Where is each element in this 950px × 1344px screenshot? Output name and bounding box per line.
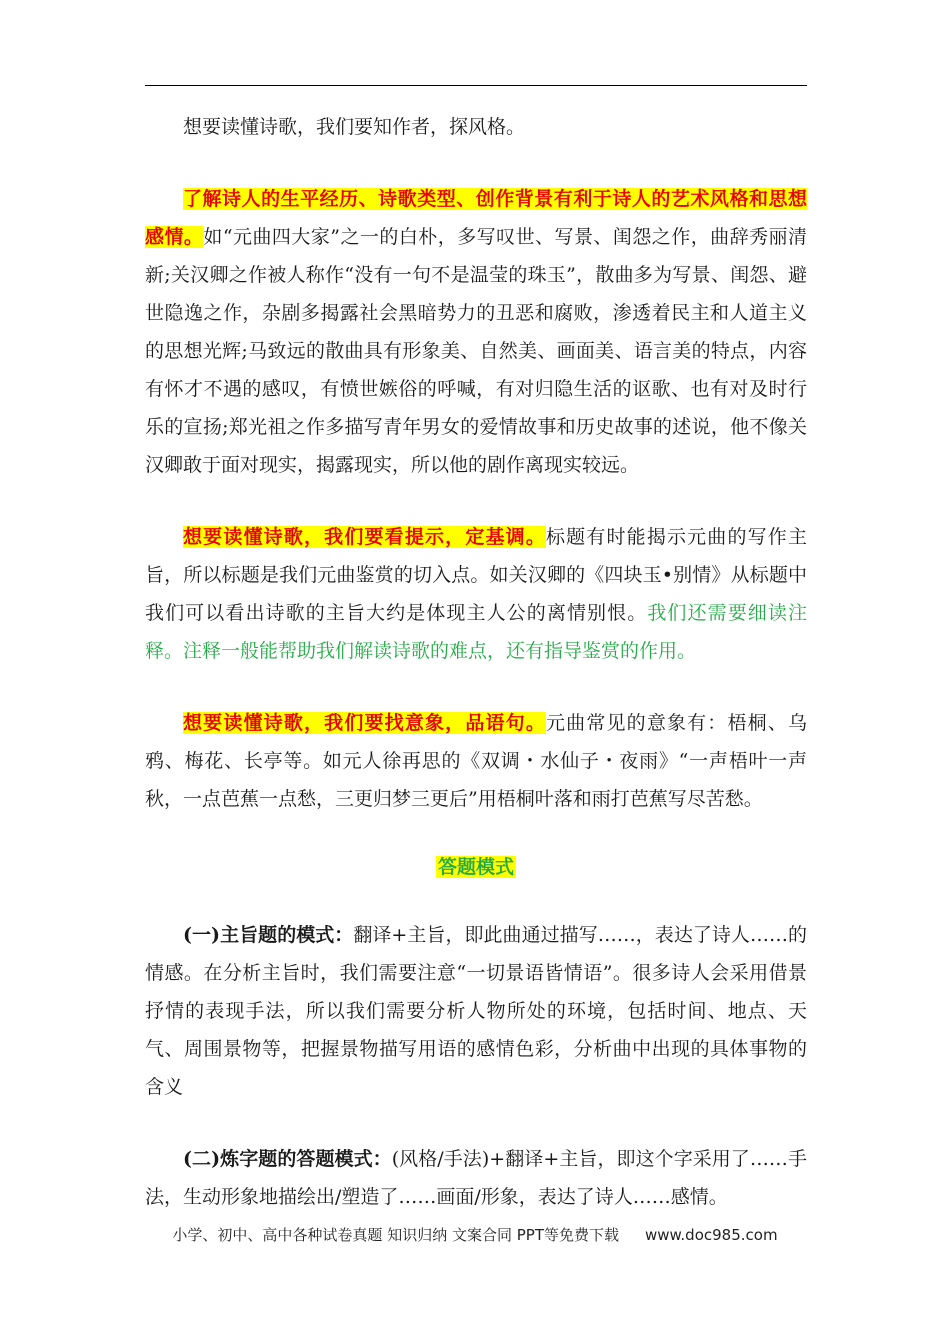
author-style-highlight: 了解诗人的生平经历、诗歌类型、创作背景有利于诗人的艺术风格和思想感情。 [145, 188, 807, 248]
author-style-text: 如“元曲四大家”之一的白朴，多写叹世、写景、闺怨之作，曲辞秀丽清新;关汉卿之作被人称作“没有一句不是温莹的珠玉”，散曲多为写景、闺怨、避世隐逸之作，杂剧多揭露社会黑暗势力的丑恶和腐败，渗透着民主和人道主义的思想光辉;马致远的散曲具有形象美、自然美、画面美、语言美的特点，内容有怀才不遇的感叹，有愤世嫉俗的呼喊，有对归隐生活的讴歌、也有对及时行乐的宣扬;郑光祖之作多描写青年男女的爱情故事和历史故事的述说，他不像关汉卿敢于面对现实，揭露现实，所以他的剧作离现实较远。 [145, 226, 807, 476]
footer-site-link[interactable]: www.doc985.com [644, 1226, 778, 1244]
footer-text: 小学、初中、高中各种试卷真题 知识归纳 文案合同 PPT等免费下载 [172, 1226, 619, 1244]
word-choice-paragraph [145, 1140, 807, 1216]
author-style-paragraph [145, 180, 807, 484]
imagery-text: 元曲常见的意象有：梧桐、乌鸦、梅花、长亭等。如元人徐再思的《双调・水仙子・夜雨》“一声梧叶一声秋，一点芭蕉一点愁，三更归梦三更后”用梧桐叶落和雨打芭蕉写尽苦愁。 [145, 712, 807, 810]
theme-question-label: (一)主旨题的模式： [183, 924, 354, 946]
hint-tone-text: 标题有时能揭示元曲的写作主旨，所以标题是我们元曲鉴赏的切入点。如关汉卿的《四块玉•别情》从标题中我们可以看出诗歌的主旨大约是体现主人公的离情别恨。 [145, 526, 807, 624]
hint-tone-highlight: 想要读懂诗歌，我们要看提示，定基调。 [183, 526, 546, 548]
hint-tone-paragraph [145, 518, 807, 670]
word-choice-label: (二)炼字题的答题模式： [183, 1148, 392, 1170]
document-body [145, 108, 807, 1216]
section-title [145, 848, 807, 886]
intro-paragraph: 想要读懂诗歌，我们要知作者，探风格。 [183, 116, 526, 138]
theme-question-paragraph [145, 916, 807, 1106]
word-choice-text: (风格/手法)+翻译+主旨，即这个字采用了……手法，生动形象地描绘出/塑造了……画面/形象，表达了诗人……感情。 [145, 1148, 807, 1208]
header-rule [145, 85, 807, 86]
imagery-highlight: 想要读懂诗歌，我们要找意象，品语句。 [183, 712, 546, 734]
imagery-paragraph [145, 704, 807, 818]
theme-question-text: 翻译+主旨，即此曲通过描写……，表达了诗人……的情感。在分析主旨时，我们需要注意“一切景语皆情语”。很多诗人会采用借景抒情的表现手法，所以我们需要分析人物所处的环境，包括时间、地点、天气、周围景物等，把握景物描写用语的感情色彩，分析曲中出现的具体事物的含义 [145, 924, 808, 1098]
footer [0, 1224, 950, 1245]
annotation-note: 我们还需要细读注释。注释一般能帮助我们解读诗歌的难点，还有指导鉴赏的作用。 [145, 602, 807, 662]
section-title-text: 答题模式 [437, 856, 514, 878]
